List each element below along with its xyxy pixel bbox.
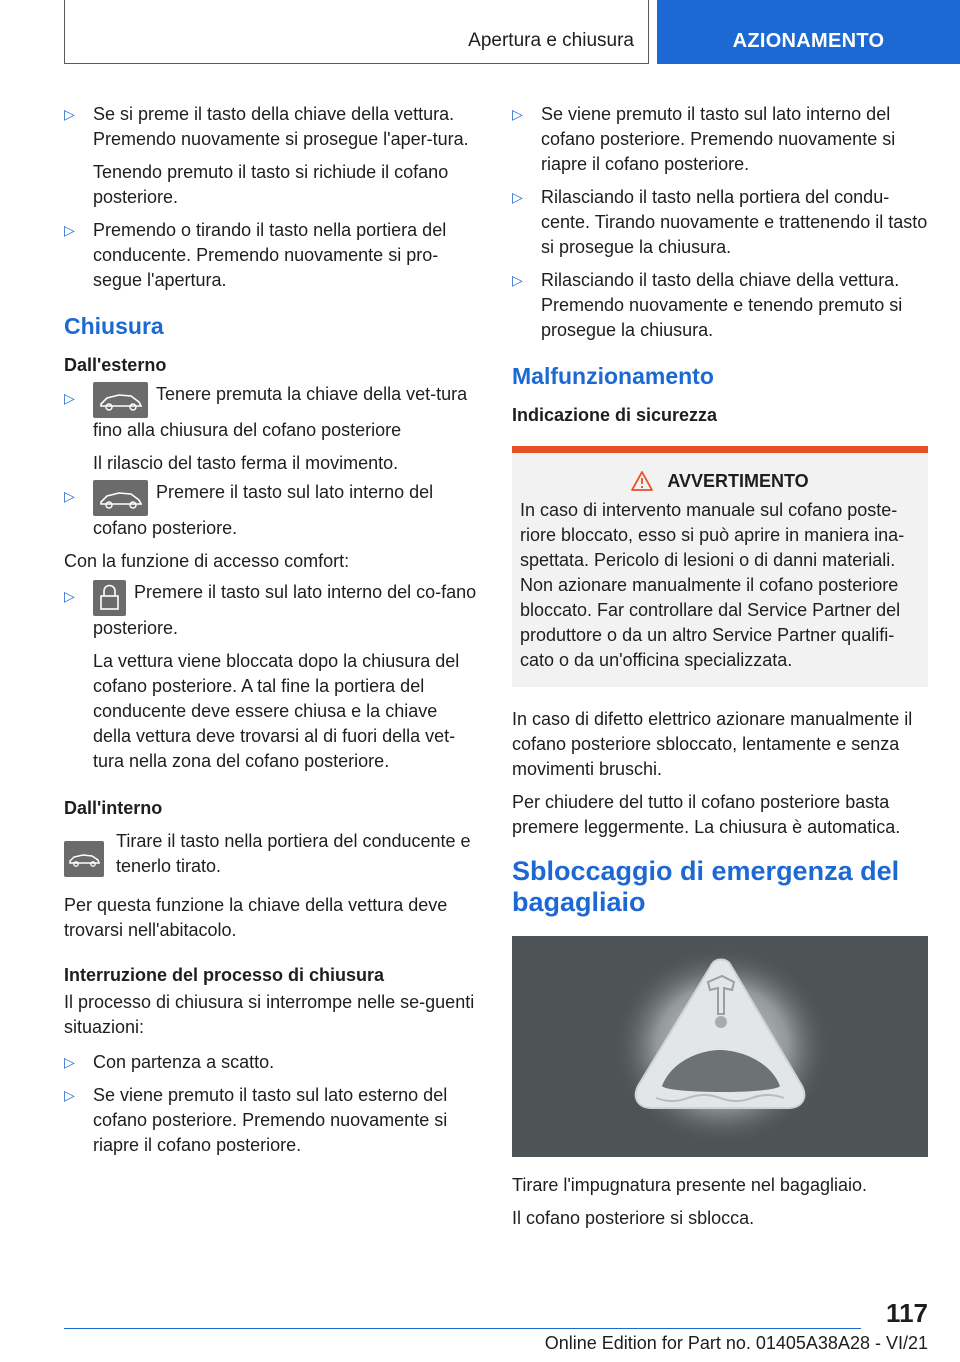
triangle-bullet-icon: ▷ [64,390,75,406]
warning-text: In caso di intervento manuale sul cofano poste-riore bloccato, esso si può aprire in maniera ina-spettata. Pericolo di lesioni o di danni materiali. Non azionare manualmente il cofano posteriore bloccato. Far controllare dal Service Partner del produttore o da un altro Service Partner qualifi-cato o da un'officina specializzata. [520,500,905,670]
emergency-handle-image [512,936,928,1157]
bullet-text: Se viene premuto il tasto sul lato interno del cofano posteriore. Premendo nuovamente si riapre il cofano posteriore. [541,104,896,174]
triangle-bullet-icon: ▷ [64,106,75,122]
bullet-text: Tenere premuta la chiave della vet-tura fino alla chiusura del cofano posteriore [93,384,468,440]
difetto-paragraph: In caso di difetto elettrico azionare manualmente il cofano posteriore sbloccato, lentamente e senza movimenti bruschi. [512,709,913,779]
heading-sicurezza: Indicazione di sicurezza [512,405,718,425]
heading-malfunzionamento: Malfunzionamento [512,363,714,389]
bullet-item [64,480,480,541]
heading-dall-esterno: Dall'esterno [64,355,167,375]
bullet-item [64,1083,480,1158]
section-label: AZIONAMENTO [732,30,885,52]
bullet-text: Premere il tasto sul lato interno del cofano posteriore. [93,482,434,538]
bullet-text: Premendo o tirando il tasto nella portiera del conducente. Premendo nuovamente si pro-segue l'apertura. [93,220,447,290]
bullet-text: Se viene premuto il tasto sul lato esterno del cofano posteriore. Premendo nuovamente si riapre il cofano posteriore. [93,1085,448,1155]
footer-divider [64,1328,861,1329]
chapter-title: Apertura e chiusura [468,30,634,51]
bullet-item [64,102,480,210]
interno-text: Tirare il tasto nella portiera del conducente e tenerlo tirato. [116,831,471,876]
warning-title: AVVERTIMENTO [667,471,809,491]
bullet-text: Rilasciando il tasto della chiave della vettura. Premendo nuovamente e tenendo premuto si prosegue la chiusura. [541,270,903,340]
triangle-bullet-icon: ▷ [512,272,523,288]
bullet-item [64,1050,480,1075]
bullet-subtext: Il rilascio del tasto ferma il movimento. [93,453,399,473]
interno-note: Per questa funzione la chiave della vettura deve trovarsi nell'abitacolo. [64,895,448,940]
warning-title-row [520,469,920,494]
page-number: 117 [886,1298,928,1328]
bullet-text: Premere il tasto sul lato interno del co-fano posteriore. [93,582,477,638]
bullet-subtext: Tenendo premuto il tasto si richiude il cofano posteriore. [93,162,449,207]
photo-caption-2: Il cofano posteriore si sblocca. [512,1208,755,1228]
bullet-item [512,102,928,177]
warning-box [512,446,928,687]
heading-chiusura: Chiusura [64,313,164,339]
heading-dall-interno: Dall'interno [64,798,163,818]
triangle-bullet-icon: ▷ [512,106,523,122]
interno-row [64,829,480,879]
car-trunk-icon [93,382,148,418]
right-column [512,102,928,1239]
comfort-intro: Con la funzione di accesso comfort: [64,551,350,571]
car-trunk-icon [64,841,104,877]
bullet-item [64,382,480,476]
car-trunk-icon [93,480,148,516]
triangle-bullet-icon: ▷ [64,1054,75,1070]
bullet-item [64,218,480,293]
triangle-bullet-icon: ▷ [64,488,75,504]
difetto-paragraph-2: Per chiudere del tutto il cofano posteriore basta premere leggermente. La chiusura è automatica. [512,792,901,837]
header-section-box [657,0,960,64]
warning-triangle-icon [631,471,653,491]
header-chapter-box [64,0,649,64]
lock-icon [93,580,126,616]
emergency-release-photo [512,936,928,1157]
bullet-text: Rilasciando il tasto nella portiera del condu-cente. Tirando nuovamente e trattenendo il tasto si prosegue la chiusura. [541,187,928,257]
bullet-subtext: La vettura viene bloccata dopo la chiusura del cofano posteriore. A tal fine la portiera del conducente deve essere chiusa e la chiave della vettura deve trovarsi al di fuori della vet-tura nella zona del cofano posteriore. [93,651,460,771]
triangle-bullet-icon: ▷ [64,222,75,238]
triangle-bullet-icon: ▷ [512,189,523,205]
bullet-item [512,185,928,260]
bullet-text: Se si preme il tasto della chiave della vettura. Premendo nuovamente si prosegue l'aper-tura. [93,104,469,149]
footer-edition: Online Edition for Part no. 01405A38A28 - VI/21 [544,1333,928,1353]
bullet-text: Con partenza a scatto. [93,1052,275,1072]
left-column [64,102,480,1166]
bullet-item [64,580,480,774]
photo-caption-1: Tirare l'impugnatura presente nel bagagliaio. [512,1175,867,1195]
heading-sbloccaggio: Sbloccaggio di emergenza del bagagliaio [512,856,900,917]
heading-interruzione: Interruzione del processo di chiusura [64,965,385,985]
bullet-item [512,268,928,343]
triangle-bullet-icon: ▷ [64,588,75,604]
triangle-bullet-icon: ▷ [64,1087,75,1103]
interruzione-intro: Il processo di chiusura si interrompe nelle se-guenti situazioni: [64,992,475,1037]
